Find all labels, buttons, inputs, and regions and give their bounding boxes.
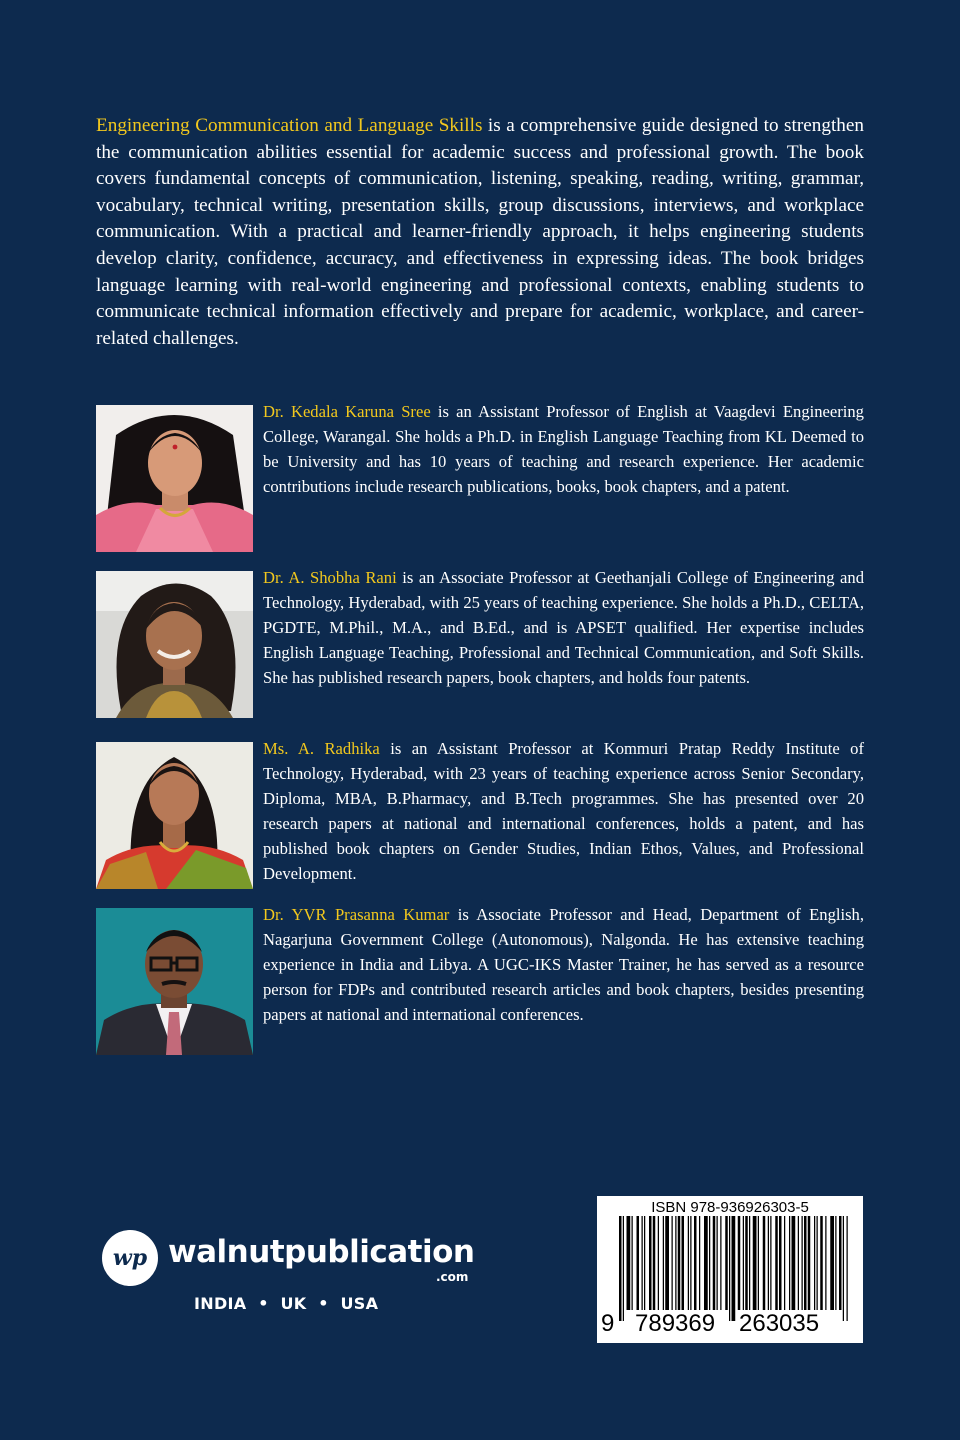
barcode-bar xyxy=(709,1216,710,1310)
barcode-digit-first: 9 xyxy=(601,1310,615,1337)
book-description xyxy=(96,113,864,352)
barcode-bar xyxy=(792,1216,796,1310)
barcode-bar xyxy=(663,1216,664,1310)
author-bio-text-3: is an Assistant Professor at Kommuri Pratap Reddy Institute of Technology, Hyderabad, with 23 years of teaching experience across Senior Secondary, Diploma, MBA, B.Pharmacy, and B.Tech programmes. She has presented over 20 research papers at national and international conferences, holds a patent, and has published book chapters on Gender Studies, Indian Ethos, Values, and Professional Development. xyxy=(263,739,864,883)
barcode-bar xyxy=(627,1216,631,1310)
barcode-bar xyxy=(699,1216,700,1310)
barcode-bar xyxy=(808,1216,811,1310)
barcode-bar xyxy=(713,1216,716,1310)
barcode-bar xyxy=(690,1216,691,1310)
barcode-bar xyxy=(658,1216,659,1310)
author-name-4: Dr. YVR Prasanna Kumar xyxy=(263,905,450,924)
barcode-digits-right: 263035 xyxy=(739,1310,820,1337)
barcode-bar xyxy=(637,1216,640,1310)
barcode-bar xyxy=(784,1216,785,1310)
author-block-2 xyxy=(96,568,864,721)
isbn-barcode xyxy=(597,1196,863,1343)
barcode-bar xyxy=(738,1216,741,1310)
barcode-bar xyxy=(779,1216,782,1310)
barcode-bar xyxy=(753,1216,757,1310)
barcode-bar xyxy=(798,1216,799,1310)
barcode-bar xyxy=(770,1216,771,1310)
publisher-logo xyxy=(102,1230,502,1330)
barcode-bar xyxy=(672,1216,673,1310)
barcode-bar xyxy=(814,1216,815,1310)
barcode-bar xyxy=(678,1216,681,1310)
barcode-bar xyxy=(820,1216,823,1310)
barcode-bar xyxy=(653,1216,656,1310)
barcode-bar xyxy=(675,1216,676,1310)
author-bio-text-2: is an Associate Professor at Geethanjali College of Engineering and Technology, Hyderabad, with 25 years of teaching experience. She holds a Ph.D., CELTA, PGDTE, M.Phil., M.A., and B.Ed., and is APSET qualified. Her expertise includes English Language Teaching, Professional and Technical Communication, and Soft Skills. She has published research papers, book chapters, and holds four patents. xyxy=(263,568,864,687)
publisher-name: walnutpublication xyxy=(168,1234,475,1270)
barcode-bar xyxy=(817,1216,818,1310)
barcode-bar xyxy=(763,1216,766,1310)
publisher-mark: wp xyxy=(112,1245,148,1271)
author-bio-1 xyxy=(263,399,864,499)
author-photo-4 xyxy=(96,908,253,1055)
barcode-bar xyxy=(804,1216,807,1310)
author-photo-2 xyxy=(96,571,253,718)
author-photo-1 xyxy=(96,405,253,552)
author-bio-4 xyxy=(263,902,864,1027)
barcode-bar xyxy=(694,1216,697,1310)
publisher-regions: INDIA • UK • USA xyxy=(194,1294,379,1313)
author-block-1 xyxy=(96,402,864,555)
barcode-bar xyxy=(825,1216,826,1310)
barcode-bar xyxy=(632,1216,633,1310)
barcode-bar xyxy=(623,1216,624,1321)
author-name-3: Ms. A. Radhika xyxy=(263,739,380,758)
barcode-bar xyxy=(644,1216,645,1310)
barcode-bar xyxy=(802,1216,803,1310)
barcode-bar xyxy=(729,1216,730,1321)
author-bio-3 xyxy=(263,736,864,886)
publisher-domain-suffix: .com xyxy=(436,1270,469,1284)
author-block-4 xyxy=(96,905,864,1058)
barcode-bar xyxy=(830,1216,834,1310)
barcode-bar xyxy=(775,1216,778,1310)
barcode-bar xyxy=(749,1216,750,1310)
barcode-bar xyxy=(839,1216,842,1310)
barcode-digits-left: 789369 xyxy=(635,1310,716,1337)
barcode-bar xyxy=(835,1216,836,1310)
barcode-bar xyxy=(704,1216,708,1310)
barcode-bar xyxy=(619,1216,622,1321)
barcode-bar xyxy=(665,1216,669,1310)
author-bio-text-4: is Associate Professor and Head, Department of English, Nagarjuna Government College (Autonomous), Nalgonda. He has extensive teaching experience in India and Libya. A UGC-IKS Master Trainer, he has served as a resource person for FDPs and contributed research articles and book chapters, besides presenting papers at national and international conferences. xyxy=(263,905,864,1024)
author-bio-2 xyxy=(263,565,864,690)
barcode-bar xyxy=(743,1216,744,1310)
barcode-bar xyxy=(642,1216,643,1310)
barcode-bar xyxy=(758,1216,759,1310)
barcode-bar xyxy=(717,1216,718,1310)
barcode-bar xyxy=(843,1216,844,1321)
barcode-bar xyxy=(789,1216,790,1310)
book-description-text: is a comprehensive guide designed to strengthen the communication abilities essential for academic success and professional growth. The book covers fundamental concepts of communication, listening, speaking, reading, writing, grammar, vocabulary, technical writing, presentation skills, group discussions, interviews, and workplace communication. With a practical and learner-friendly approach, it helps engineering students develop clarity, confidence, accuracy, and effectiveness in expressing ideas. The book bridges language learning with real-world engineering and professional contexts, enabling students to communicate technical information effectively and prepare for academic, workplace, and career-related challenges. xyxy=(96,115,864,349)
book-title: Engineering Communication and Language Skills xyxy=(96,115,483,136)
author-photo-3 xyxy=(96,742,253,889)
barcode-bar xyxy=(847,1216,848,1321)
barcode-bar xyxy=(688,1216,689,1310)
barcode-bar xyxy=(720,1216,721,1310)
author-name-1: Dr. Kedala Karuna Sree xyxy=(263,402,431,421)
barcode-bar xyxy=(649,1216,652,1310)
author-block-3 xyxy=(96,739,864,892)
barcode-bar xyxy=(768,1216,769,1310)
author-name-2: Dr. A. Shobha Rani xyxy=(263,568,397,587)
barcode-bar xyxy=(682,1216,685,1310)
barcode-bars xyxy=(619,1216,849,1321)
barcode-bar xyxy=(725,1216,728,1310)
barcode-bar xyxy=(732,1216,736,1321)
author-bio-text-1: is an Assistant Professor of English at Vaagdevi Engineering College, Warangal. She holds a Ph.D. in English Language Teaching from KL Deemed to be University and has 10 years of teaching and research experience. Her academic contributions include research publications, books, book chapters, and a patent. xyxy=(263,402,864,496)
isbn-label: ISBN 978-936926303-5 xyxy=(651,1199,809,1216)
barcode-bar xyxy=(745,1216,748,1310)
